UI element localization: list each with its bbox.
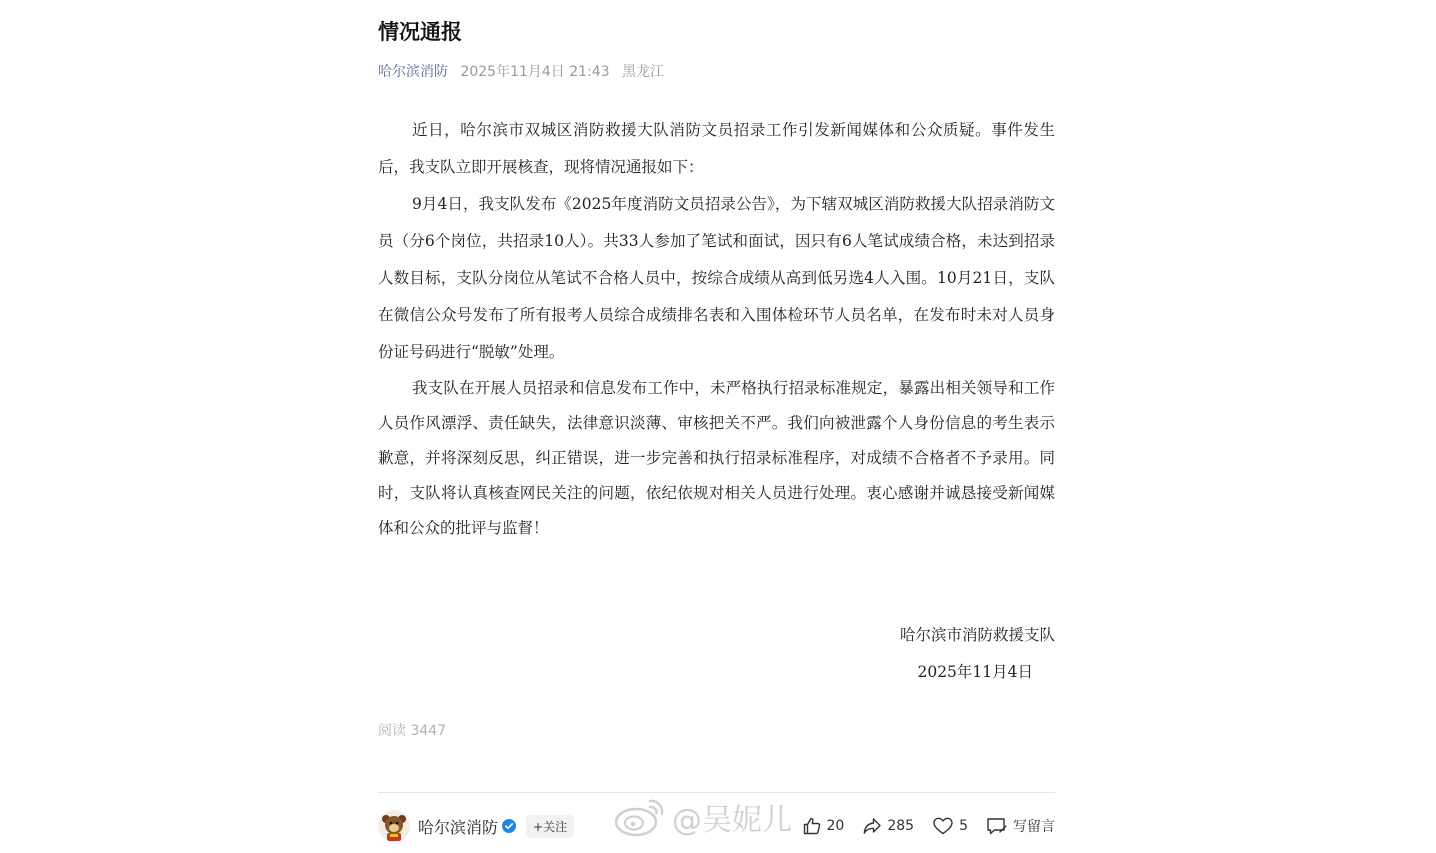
article-body (378, 112, 1055, 546)
share-count: 285 (887, 818, 915, 834)
verified-icon (502, 819, 516, 833)
comment-button[interactable] (986, 816, 1055, 836)
account-link[interactable]: 哈尔滨消防 (378, 64, 448, 80)
heart-icon (932, 816, 954, 836)
paragraph-details: 9月4日，我支队发布《2025年度消防文员招录公告》，为下辖双城区消防救援大队招录消防文员（分6个岗位，共招录10人）。共33人参加了笔试和面试，因只有6人笔试成绩合格，未达到招录人数目标，支队分岗位从笔试不合格人员中，按综合成绩从高到低另选4人入围。10月21日，支队在微信公众号发布了所有报考人员综合成绩排名表和入围体检环节人员名单，在发布时未对人员身份证号码进行“脱敏”处理。 (378, 195, 1055, 361)
signature-date: 2025年11月4日 (917, 663, 1033, 681)
like-button[interactable] (802, 816, 845, 836)
paragraph-apology: 我支队在开展人员招录和信息发布工作中，未严格执行招录标准规定，暴露出相关领导和工作人员作风漂浮、责任缺失，法律意识淡薄、审核把关不严。我们向被泄露个人身份信息的考生表示歉意，并将深刻反思，纠正错误，进一步完善和执行招录标准程序，对成绩不合格者不予录用。同时，支队将认真核查网民关注的问题，依纪依规对相关人员进行处理。衷心感谢并诚恳接受新闻媒体和公众的批评与监督！ (378, 379, 1055, 537)
follow-button[interactable]: +关注 (526, 815, 574, 838)
read-count: 阅读 3447 (378, 723, 447, 739)
share-button[interactable] (862, 816, 914, 836)
comment-label: 写留言 (1013, 819, 1055, 835)
signature-org: 哈尔滨市消防救援支队 (899, 626, 1055, 644)
avatar[interactable] (378, 810, 410, 842)
author-name[interactable]: 哈尔滨消防 (418, 817, 499, 837)
article-meta (378, 61, 672, 83)
comment-icon (986, 816, 1008, 836)
share-icon (862, 816, 882, 836)
divider (378, 792, 1055, 793)
favorite-count: 5 (959, 818, 968, 834)
thumbs-up-icon (802, 816, 822, 836)
bottom-action-bar (378, 806, 1055, 846)
favorite-button[interactable] (932, 816, 968, 836)
publish-region: 黑龙江 (622, 64, 665, 80)
paragraph-intro: 近日，哈尔滨市双城区消防救援大队消防文员招录工作引发新闻媒体和公众质疑。事件发生后，我支队立即开展核查，现将情况通报如下： (378, 121, 1055, 176)
like-count: 20 (826, 818, 845, 834)
article-title: 情况通报 (378, 20, 462, 44)
watermark-text: @吴妮儿 (672, 803, 792, 838)
publish-datetime: 2025年11月4日 21:43 (460, 64, 610, 80)
